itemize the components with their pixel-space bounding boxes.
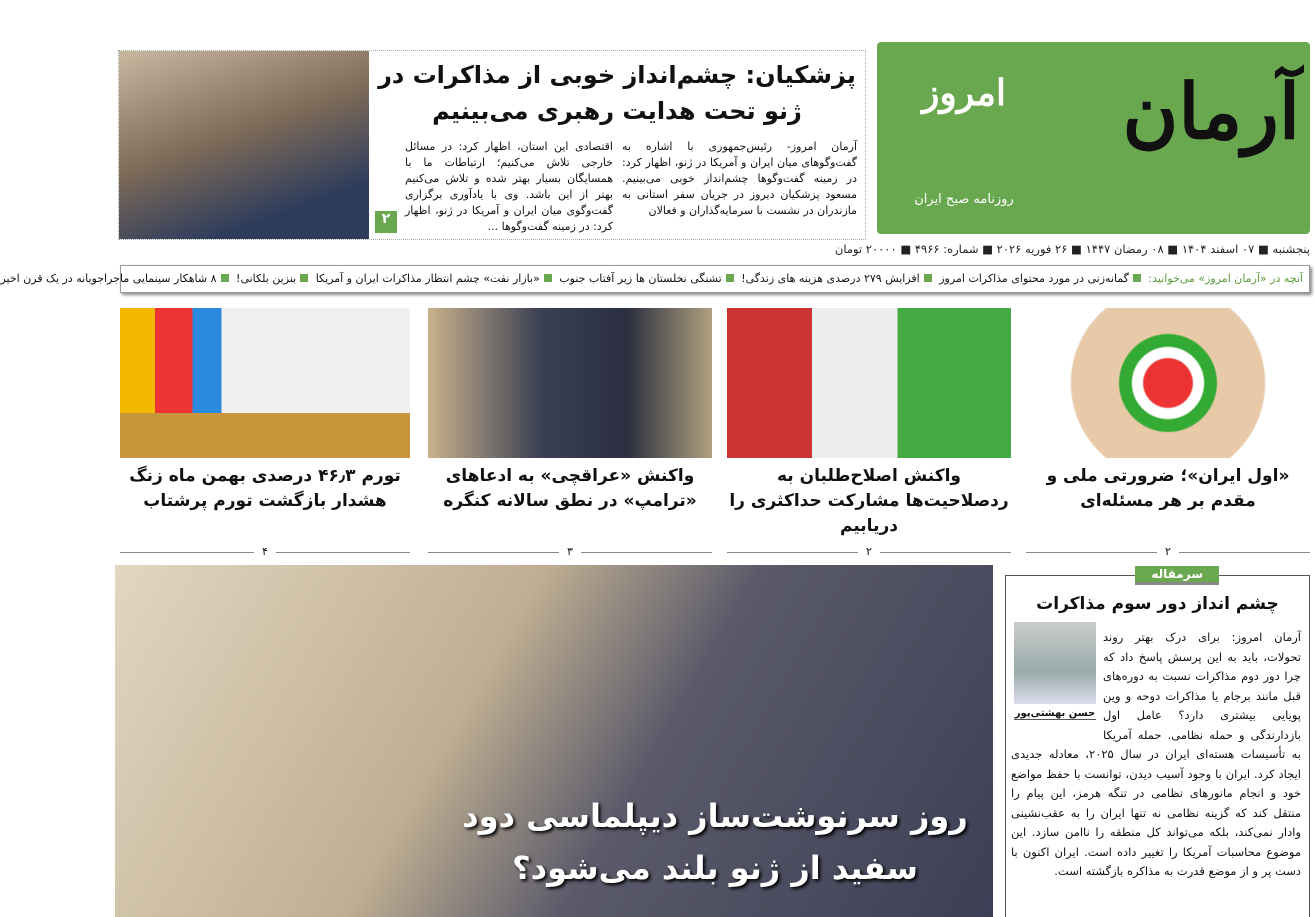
main-photo-headline[interactable]: روز سرنوشت‌ساز دیپلماسی دود سفید از ژنو بلند می‌شود؟ <box>462 797 968 887</box>
top-story-photo <box>119 51 369 239</box>
card-headline[interactable]: واکنش اصلاح‌طلبان به ردصلاحیت‌ها مشارکت حداکثری را دریابیم <box>729 466 1009 536</box>
top-story-col2: اقتصادی این استان، اظهار کرد: در مسائل خارجی تلاش می‌کنیم؛ ارتباطات ما با همسایگان بسیار بهتر شده و تلاش می‌کنیم بهتر از این باشد. وی با یادآوری برگزاری گفت‌وگوی میان ایران و آمریکا در ژنو، اظهار کرد: در زمینه گفت‌وگوها ... <box>405 140 613 233</box>
logo-subtitle: امروز <box>922 72 1006 114</box>
card-headline[interactable]: واکنش «عراقچی» به ادعاهای «ترامپ» در نطق سالانه کنگره <box>443 466 697 511</box>
editorial-title[interactable]: چشم انداز دور سوم مذاکرات <box>1036 594 1279 614</box>
page-number: ۲ <box>858 545 880 558</box>
ticker <box>0 265 1310 293</box>
card-image <box>1026 308 1310 458</box>
ticker-item[interactable]: بنزین بلکانی! <box>236 272 297 285</box>
news-card[interactable] <box>120 308 410 560</box>
dateline: پنجشنبه ■ ۰۷ اسفند ۱۴۰۴ ■ ۰۸ رمضان ۱۴۴۷ ■ ۲۶ فوریه ۲۰۲۶ ■ شماره: ۴۹۶۶ ■ ۲۰۰۰۰ تومان <box>834 242 1310 256</box>
news-card[interactable] <box>428 308 712 560</box>
ticker-item[interactable]: گمانه‌زنی در مورد محتوای مذاکرات امروز <box>939 272 1129 285</box>
card-image <box>428 308 712 458</box>
card-image <box>727 308 1011 458</box>
top-story-headline[interactable]: پزشکیان: چشم‌انداز خوبی از مذاکرات در ژنو تحت هدایت رهبری می‌بینیم <box>378 61 856 125</box>
logo: آرمان <box>1122 67 1300 156</box>
author-name: حسن بهشتی‌پور <box>1014 708 1096 719</box>
page-number: ۳ <box>559 545 581 558</box>
ticker-lead: آنچه در «آرمان امروز» می‌خوانید: <box>1148 272 1303 285</box>
news-card[interactable] <box>727 308 1011 560</box>
tagline: روزنامه صبح ایران <box>914 192 1014 207</box>
ticker-item[interactable]: «بازار نفت» چشم انتظار مذاکرات ایران و آمریکا <box>315 272 540 285</box>
card-headline[interactable]: «اول ایران»؛ ضرورتی ملی و مقدم بر هر مسئله‌ای <box>1046 466 1290 511</box>
page-number: ۴ <box>254 545 276 558</box>
top-story-col1: آرمان امروز- رئیس‌جمهوری با اشاره به گفت‌وگوهای میان ایران و آمریکا در ژنو، اظهار کرد: در زمینه گفت‌وگوها چشم‌انداز خوبی می‌بینیم. مسعود پزشکیان دیروز در جریان سفر استانی به مازندران در نشست با سرمایه‌گذاران و فعالان <box>622 140 857 217</box>
page-number: ۲ <box>1157 545 1179 558</box>
news-card[interactable] <box>1026 308 1310 560</box>
editorial-text: آرمان امروز: برای درک بهتر روند تحولات، باید به این پرسش پاسخ داد که چرا دور دوم مذاکرات نسبت به دوره‌های قبل مانند برجام یا مذاکرات دوحه و وین پویایی بیشتری دارد؟ عامل اول بازدارندگی و حمله نظامی. حمله آمریکا به تأسیسات هسته‌ای ایران در سال ۲۰۲۵، معادله جدیدی ایجاد کرد. ایران با وجود آسیب دیدن، توانست با حفظ مواضع خود و انجام مانورهای نظامی در تنگه هرمز، این پیام را منتقل کند که گزینه نظامی نه تنها ایران را به عقب‌نشینی وادار نمی‌کند، بلکه می‌تواند کل منطقه را ناامن سازد. این موضوع محاسبات آمریکا را تغییر داده است. ایران اکنون با دست پر و از موضع قدرت به مذاکره بازگشته است. <box>1011 630 1301 878</box>
top-story[interactable] <box>118 50 866 240</box>
editorial-label: سرمقاله <box>1135 566 1219 585</box>
ticker-item[interactable]: افزایش ۲۷۹ درصدی هزینه های زندگی! <box>741 272 920 285</box>
ticker-item[interactable]: تشنگی نخلستان ها زیر آفتاب جنوب <box>559 272 722 285</box>
card-headline[interactable]: تورم ۴۶٫۳ درصدی بهمن ماه زنگ هشدار بازگشت تورم پرشتاب <box>129 466 401 511</box>
page-number: ۲ <box>375 211 397 233</box>
masthead <box>877 42 1310 234</box>
ticker-item[interactable]: ۸ شاهکار سینمایی ماجراجویانه در یک قرن اخیر <box>0 272 217 285</box>
editorial[interactable] <box>1005 567 1310 917</box>
card-image <box>120 308 410 458</box>
